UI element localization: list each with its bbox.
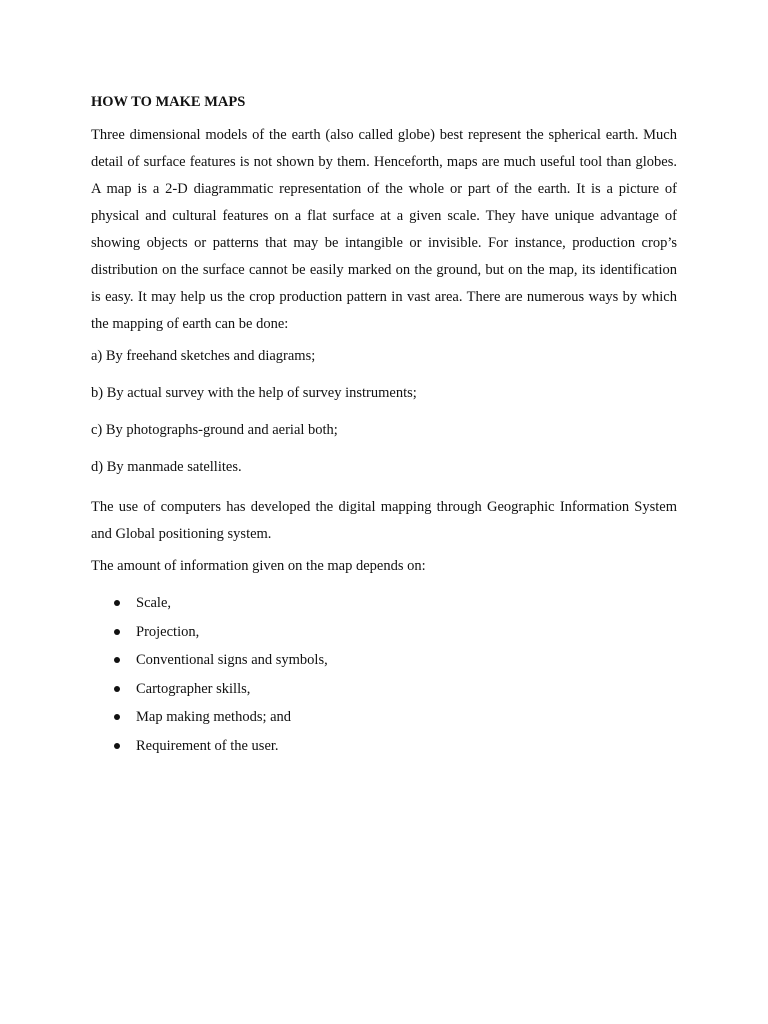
bullet-icon xyxy=(114,600,120,606)
bullet-icon xyxy=(114,686,120,692)
list-item xyxy=(91,707,677,727)
mapping-way-c: c) By photographs-ground and aerial both; xyxy=(91,422,338,438)
list-item-label: Requirement of the user. xyxy=(136,737,279,754)
factors-list xyxy=(91,593,677,756)
list-item xyxy=(91,650,677,670)
mapping-way-b: b) By actual survey with the help of survey instruments; xyxy=(91,385,417,401)
computers-paragraph: The use of computers has developed the digital mapping through Geographic Information System and Global positioning system. xyxy=(91,499,677,542)
list-item-label: Conventional signs and symbols, xyxy=(136,652,328,668)
bullet-icon xyxy=(114,629,120,635)
mapping-way-a: a) By freehand sketches and diagrams; xyxy=(91,348,316,364)
list-item xyxy=(91,622,677,642)
mapping-way-d: d) By manmade satellites. xyxy=(91,459,242,475)
list-item xyxy=(91,679,677,699)
list-item-label: Projection, xyxy=(136,623,200,640)
list-item-label: Scale, xyxy=(136,595,172,611)
list-item-label: Cartographer skills, xyxy=(136,680,251,697)
list-item-label: Map making methods; and xyxy=(136,709,292,725)
document-title: HOW TO MAKE MAPS xyxy=(91,94,246,110)
list-item xyxy=(91,736,677,756)
document-page xyxy=(91,92,677,764)
amount-paragraph: The amount of information given on the map depends on: xyxy=(91,558,426,574)
list-item xyxy=(91,593,677,613)
bullet-icon xyxy=(114,714,120,720)
intro-paragraph: Three dimensional models of the earth (also called globe) best represent the spherical earth. Much detail of surface features is not shown by them. Henceforth, maps are much useful tool than globes. A map is a 2-D diagrammatic representation of the whole or part of the earth. It is a picture of physical and cultural features on a flat surface at a given scale. They have unique advantage of showing objects or patterns that may be intangible or invisible. For instance, production crop’s distribution on the surface cannot be easily marked on the ground, but on the map, its identification is easy. It may help us the crop production pattern in vast area. There are numerous ways by which the mapping of earth can be done: xyxy=(91,127,677,332)
bullet-icon xyxy=(114,743,120,749)
bullet-icon xyxy=(114,657,120,663)
